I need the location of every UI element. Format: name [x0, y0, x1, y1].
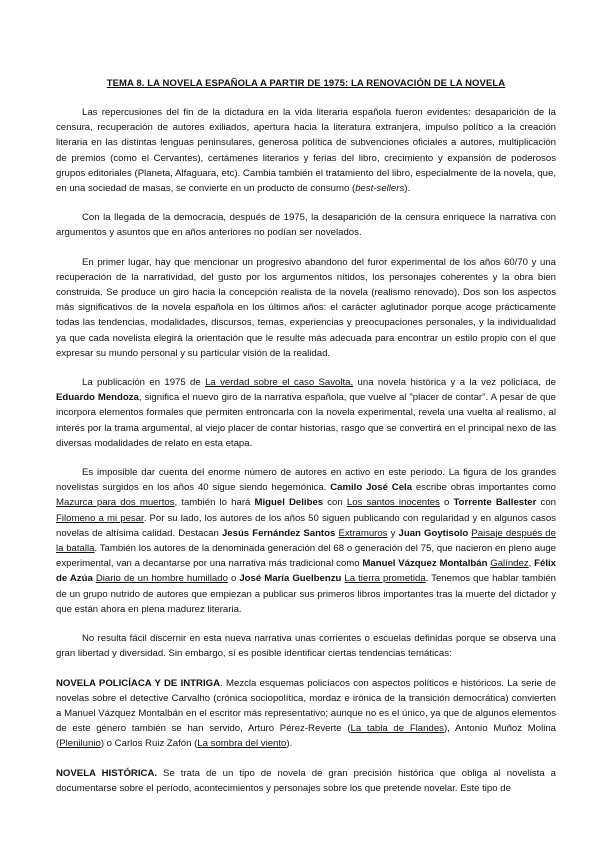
- text: ), Antonio Muñoz Molina (: [56, 723, 556, 750]
- work-title: Paisaje después de la batalla: [56, 527, 556, 555]
- work-title: La tabla de Flandes: [350, 723, 444, 735]
- work-title: Galíndez: [490, 558, 529, 570]
- text: , también lo hará: [174, 497, 255, 509]
- work-title: La verdad sobre el caso Savolta,: [205, 377, 354, 389]
- author-name: José María Guelbenzu: [239, 573, 342, 585]
- work-title: Filomeno a mi pesar: [56, 512, 144, 524]
- paragraph-tendencies: No resulta fácil discernir en esta nueva narrativa unas corrientes o escuelas definidas porque se observa una gran libertad y diversidad. Sin embargo, sí es posible identificar ciertas tendencias temáticas:: [56, 633, 556, 660]
- paragraph-intro: [56, 105, 556, 196]
- text: , significa el nuevo giro de la narrativa española, que vuelve al "placer de contar". A pesar de que incorpora elementos formales que permiten entroncarla con la novela experimental, revela una vuelta al realismo, al interés por la trama argumental, al viejo placer de contar historias, rasgo que se convertirá en el principal nexo de las diversas modalidades de relato en esta etapa.: [56, 392, 556, 449]
- work-title: Extramuros: [338, 527, 388, 539]
- paragraph-democracy: Con la llegada de la democracia, después de 1975, la desaparición de la censura enriquece la narrativa con argumentos y asuntos que en años anteriores no podían ser novelados.: [56, 212, 556, 239]
- paragraph-detective-novel: [56, 676, 556, 752]
- section-heading: NOVELA HISTÓRICA.: [56, 767, 158, 779]
- author-name: Félix de Azúa: [56, 558, 557, 585]
- text: una novela histórica y a la vez policíaca, de: [353, 377, 556, 389]
- text: La publicación en 1975 de: [82, 377, 206, 389]
- paragraph-realism: En primer lugar, hay que mencionar un progresivo abandono del furor experimental de los años 60/70 y una recuperación de la narratividad, del gusto por los argumentos nítidos, los personajes coherentes y la obra bien construida. Se produce un giro hacia la concepción realista de la novela (realismo renovado). Dos son los aspectos más significativos de la novela española en los últimos años: el carácter aglutinador porque acoge prácticamente todas las tendencias, modalidades, discursos, temas, experiencias y preocupaciones personales, y la individualidad ya que cada novelista elegirá la orientación que le resulte más adecuada para encontrar un estilo propio con el que expresar su mundo personal y su particular visión de la realidad.: [56, 256, 556, 359]
- text: Se trata de un tipo de novela de gran precisión histórica que obliga al novelista a documentarse sobre el período, acontecimientos y personajes sobre los que pretende novelar. Este tipo de: [56, 767, 557, 794]
- text: . También los autores de la denominada generación del 68 o generación del 75, que nacieron en pleno auge experimental, van a decantarse por una narrativa más tradicional como: [56, 543, 556, 570]
- text: escribe obras importantes como: [412, 482, 557, 494]
- text: con: [536, 497, 556, 509]
- text: Las repercusiones del fin de la dictadura en la vida literaria española fueron evidentes: desaparición de la censura, recuperación de autores exiliados, apertura hacia la literatura extranjera, impulso político a la creación literaria en las distintas lenguas peninsulares, generosa política de subvenciones oficiales a autores, multiplicación de premios (como el Cervantes), certámenes literarios y ferias del libro, crecimiento y expansión de poderosos grupos editoriales (Planeta, Alfaguara, etc). Cambia también el tratamiento del libro, especialmente de la novela, que, en una sociedad de masas, se convierte en un producto de consumo (: [56, 107, 556, 195]
- paragraph-authors: [56, 465, 556, 617]
- author-name: Eduardo Mendoza: [56, 392, 139, 404]
- section-heading: NOVELA POLICÍACA Y DE INTRIGA: [56, 677, 221, 689]
- author-name: Juan Goytisolo: [398, 527, 469, 539]
- author-name: Camilo José Cela: [330, 482, 413, 494]
- author-name: Manuel Vázquez Montalbán: [362, 558, 488, 570]
- text: ,: [528, 558, 535, 570]
- work-title: La tierra prometida: [344, 573, 426, 585]
- text: . Mezcla esquemas policíacos con aspectos políticos e históricos. La serie de novelas sobre el detective Carvalho (crónica sociopolítica, mordaz e irónica de la transición democrática) convierten a Manuel Vázquez Montalbán en el escritor más representativo; aunque no es el único, ya que de algunos elementos de este género también se han servido, Arturo Pérez-Reverte (: [56, 677, 556, 735]
- paragraph-mendoza: [56, 375, 556, 451]
- paragraph-historical-novel: [56, 766, 556, 796]
- text: . Tenemos que hablar también de un grupo nutrido de autores que empiezan a publicar sus primeros libros importantes tras la muerte del dictador y que están ahora en plena madurez literaria.: [56, 573, 556, 615]
- text: ).: [286, 738, 293, 750]
- document-title: TEMA 8. LA NOVELA ESPAÑOLA A PARTIR DE 1975: LA RENOVACIÓN DE LA NOVELA: [106, 78, 506, 89]
- author-name: Jesús Fernández Santos: [221, 527, 336, 539]
- emphasis: best-sellers: [355, 183, 405, 195]
- text: Es imposible dar cuenta del enorme número de autores en activo en este periodo. La figura de los grandes novelistas surgidos en los años 40 sigue siendo hegemónica.: [56, 467, 556, 494]
- work-title: La sombra del viento: [197, 738, 287, 750]
- text: y: [387, 527, 399, 539]
- work-title: Mazurca para dos muertos: [56, 497, 175, 509]
- text: o: [227, 573, 240, 585]
- work-title: Los santos inocentes: [346, 497, 440, 509]
- text: con: [323, 497, 347, 509]
- author-name: Miguel Delibes: [254, 497, 324, 509]
- text: ).: [404, 183, 411, 195]
- work-title: Plenilunio: [59, 738, 101, 750]
- text: . Por su lado, los autores de los años 50 siguen publicando con regularidad y en algunos casos novelas de altísima calidad. Destacan: [56, 512, 556, 539]
- author-name: Torrente Ballester: [453, 497, 537, 509]
- work-title: Diario de un hombre humillado: [95, 573, 228, 585]
- text: o: [439, 497, 454, 509]
- text: ) o Carlos Ruiz Zafón (: [100, 738, 198, 750]
